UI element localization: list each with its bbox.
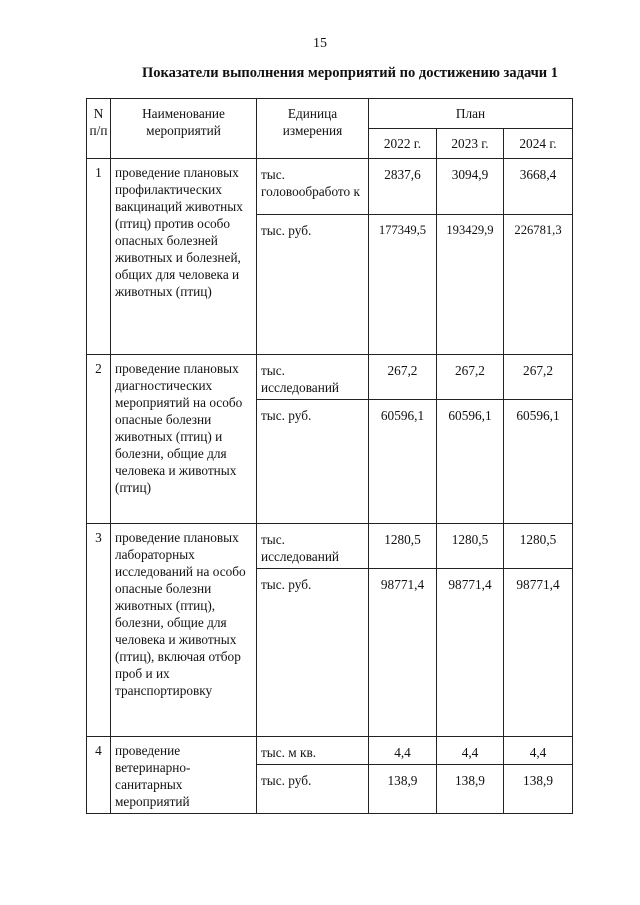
- row-unit: тыс. руб.: [257, 215, 369, 355]
- row-value: 226781,3: [504, 215, 573, 355]
- row-value: 60596,1: [369, 400, 437, 524]
- row-value: 138,9: [369, 765, 437, 814]
- row-unit: тыс. руб.: [257, 569, 369, 737]
- row-value: 3668,4: [504, 159, 573, 215]
- row-value: 1280,5: [504, 524, 573, 569]
- row-unit: тыс. м кв.: [257, 737, 369, 765]
- table-row: [87, 355, 573, 400]
- row-value: 3094,9: [437, 159, 504, 215]
- header-year-2022: 2022 г.: [369, 129, 437, 159]
- row-value: 98771,4: [504, 569, 573, 737]
- row-value: 98771,4: [369, 569, 437, 737]
- header-name: Наименование мероприятий: [111, 99, 257, 159]
- header-year-2024: 2024 г.: [504, 129, 573, 159]
- row-num: 2: [87, 355, 111, 524]
- header-unit: Единица измерения: [257, 99, 369, 159]
- table-row: [87, 737, 573, 765]
- row-value: 4,4: [504, 737, 573, 765]
- row-value: 98771,4: [437, 569, 504, 737]
- row-unit: тыс. головообработо к: [257, 159, 369, 215]
- row-value: 4,4: [369, 737, 437, 765]
- row-value: 4,4: [437, 737, 504, 765]
- row-value: 1280,5: [437, 524, 504, 569]
- row-num: 4: [87, 737, 111, 814]
- header-plan: План: [369, 99, 573, 129]
- row-value: 267,2: [504, 355, 573, 400]
- indicators-table: [86, 98, 573, 814]
- row-value: 267,2: [369, 355, 437, 400]
- table-title: Показатели выполнения мероприятий по достижению задачи 1: [141, 65, 559, 81]
- row-value: 267,2: [437, 355, 504, 400]
- row-value: 60596,1: [504, 400, 573, 524]
- row-name: проведение плановых диагностических мероприятий на особо опасные болезни животных (птиц) и болезни, общие для человека и животных (птиц): [111, 355, 257, 524]
- row-value: 138,9: [504, 765, 573, 814]
- table-row: [87, 159, 573, 215]
- row-value: 138,9: [437, 765, 504, 814]
- row-value: 2837,6: [369, 159, 437, 215]
- row-value: 1280,5: [369, 524, 437, 569]
- row-name: проведение плановых лабораторных исследований на особо опасные болезни животных (птиц), болезни, общие для человека и животных (птиц), включая отбор проб и их транспортировку: [111, 524, 257, 737]
- row-name: проведение плановых профилактических вакцинаций животных (птиц) против особо опасных болезней животных и болезней, общих для человека и животных (птиц): [111, 159, 257, 355]
- row-unit: тыс. исследований: [257, 355, 369, 400]
- row-num: 3: [87, 524, 111, 737]
- row-value: 60596,1: [437, 400, 504, 524]
- row-unit: тыс. руб.: [257, 400, 369, 524]
- row-num: 1: [87, 159, 111, 355]
- header-num: N п/п: [87, 99, 111, 159]
- row-unit: тыс. руб.: [257, 765, 369, 814]
- row-value: 177349,5: [369, 215, 437, 355]
- header-year-2023: 2023 г.: [437, 129, 504, 159]
- row-unit: тыс. исследований: [257, 524, 369, 569]
- row-name: проведение ветеринарно-санитарных мероприятий: [111, 737, 257, 814]
- table-row: [87, 524, 573, 569]
- row-value: 193429,9: [437, 215, 504, 355]
- page-number: 15: [313, 36, 327, 51]
